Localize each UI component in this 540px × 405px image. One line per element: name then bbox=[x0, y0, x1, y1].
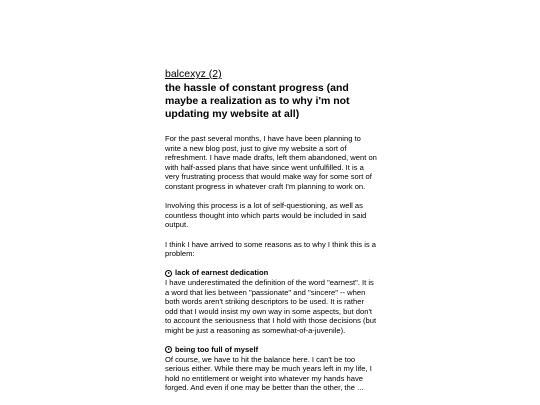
play-circle-icon bbox=[165, 270, 172, 277]
paragraph-reasons: I think I have arrived to some reasons as to why I think this is a problem: bbox=[165, 239, 377, 259]
site-link[interactable]: balcexyz (2) bbox=[165, 68, 222, 80]
section-heading-label: lack of earnest dedication bbox=[175, 268, 269, 278]
section-heading-label: being too full of myself bbox=[175, 345, 259, 355]
article bbox=[165, 64, 377, 403]
section-heading bbox=[165, 345, 377, 355]
play-circle-icon bbox=[165, 346, 172, 353]
section-earnest-dedication bbox=[165, 268, 377, 335]
post-title: the hassle of constant progress (and maybe a realization as to why i'm not updating my website at all) bbox=[165, 82, 350, 120]
section-body: Of course, we have to hit the balance here. I can't be too serious either. While there may be much years left in my life, I hold no entitlement or weight into whatever my hands have forged. And even if one may be better than the other, the ... bbox=[165, 354, 372, 393]
paragraph-process: Involving this process is a lot of self-questioning, as well as countless thought into which parts would be included in said output. bbox=[165, 201, 367, 230]
section-body: I have underestimated the definition of the word "earnest". It is a word that lies between "passionate" and "sincere" -- when both words aren't striking descriptors to be used. It is rather odd that I would insist my own way in some aspects, but don't to account the seriousness that I hold with those decisions (but might be just a reasoning as somewhat-of-a-juvenile). bbox=[165, 277, 377, 335]
section-heading bbox=[165, 268, 377, 278]
section-full-of-myself bbox=[165, 345, 377, 393]
paragraph-intro: For the past several months, I have have been planning to write a new blog post, just to give my website a sort of refreshment. I have made drafts, left them abandoned, went on with half-assed plans that have since went unfulfilled. It is a very frustrating process that would make way for some sort of constant progress in whatever craft I'm planning to work on. bbox=[165, 134, 377, 191]
